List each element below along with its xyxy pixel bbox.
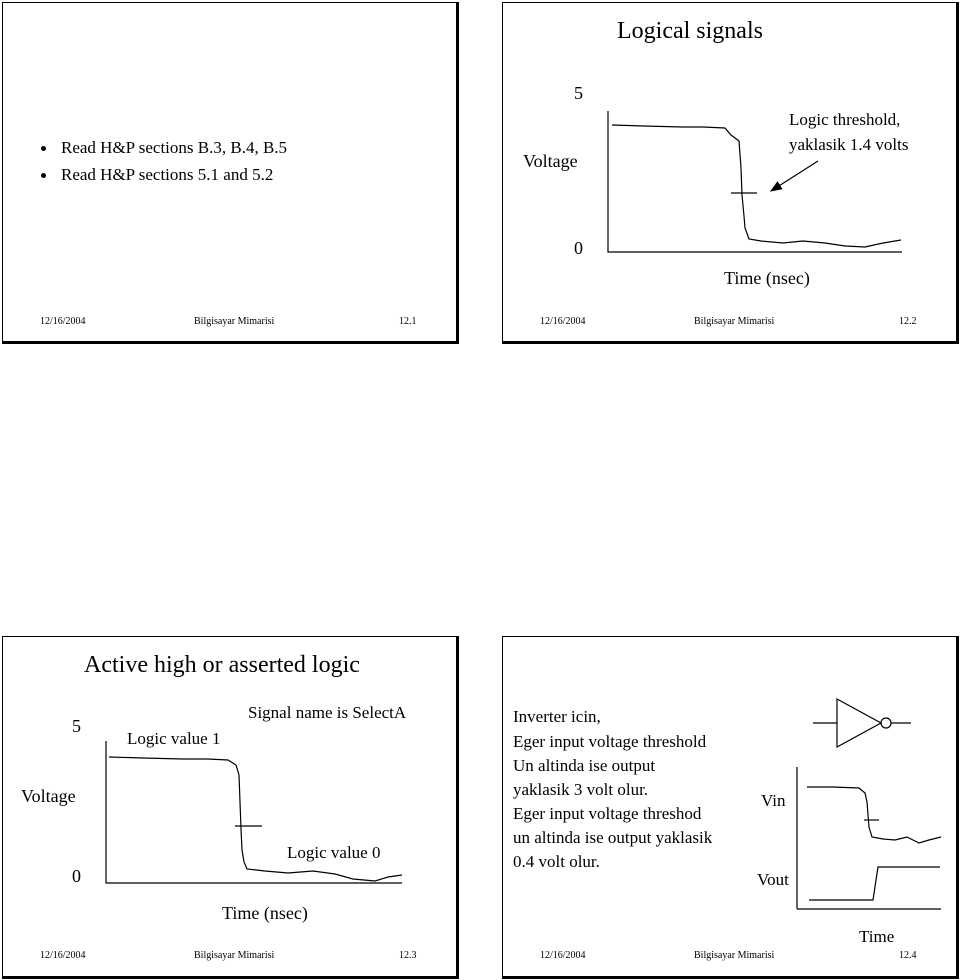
slide-number: 12.2 bbox=[899, 316, 917, 327]
bullet-list bbox=[41, 137, 287, 191]
slide-number: 12.4 bbox=[899, 950, 917, 961]
footer-date: 12/16/2004 bbox=[540, 316, 586, 327]
y-axis-max-label: 5 bbox=[574, 83, 583, 103]
vout-label: Vout bbox=[757, 870, 789, 889]
inverter-diagram bbox=[503, 637, 960, 980]
text-line: Eger input voltage threshold bbox=[513, 732, 707, 751]
y-axis-label: Voltage bbox=[523, 151, 578, 171]
logic-value-0-label: Logic value 0 bbox=[287, 843, 381, 862]
bullet-dot-icon bbox=[41, 146, 46, 151]
text-line: Inverter icin, bbox=[513, 707, 601, 726]
y-axis-label: Voltage bbox=[21, 786, 76, 806]
logic-value-1-label: Logic value 1 bbox=[127, 729, 221, 748]
signal-waveform bbox=[3, 637, 460, 980]
signal-waveform bbox=[503, 3, 960, 345]
waveform-line bbox=[612, 125, 901, 247]
text-line: 0.4 volt olur. bbox=[513, 852, 600, 871]
axes bbox=[106, 741, 402, 883]
slide-number: 12.1 bbox=[399, 316, 417, 327]
x-axis-label: Time (nsec) bbox=[724, 268, 810, 288]
text-line: Eger input voltage threshod bbox=[513, 804, 702, 823]
slide-12-2 bbox=[502, 2, 959, 344]
axes bbox=[608, 111, 902, 252]
text-line: yaklasik 3 volt olur. bbox=[513, 780, 649, 799]
slide-12-1 bbox=[2, 2, 459, 344]
footer-date: 12/16/2004 bbox=[40, 316, 86, 327]
y-axis-max-label: 5 bbox=[72, 716, 81, 736]
slide-number: 12.3 bbox=[399, 950, 417, 961]
y-axis-min-label: 0 bbox=[72, 866, 81, 886]
slide-title: Logical signals bbox=[617, 18, 763, 44]
time-label: Time bbox=[859, 927, 895, 946]
slide-12-4 bbox=[502, 636, 959, 979]
signal-name-label: Signal name is SelectA bbox=[248, 703, 407, 722]
y-axis-min-label: 0 bbox=[574, 238, 583, 258]
footer-course: Bilgisayar Mimarisi bbox=[694, 950, 775, 961]
bullet-item: Read H&P sections B.3, B.4, B.5 bbox=[41, 137, 287, 164]
slide-title: Active high or asserted logic bbox=[84, 652, 360, 678]
vin-label: Vin bbox=[761, 791, 786, 810]
timing-axes bbox=[797, 767, 941, 909]
inverter-gate-icon bbox=[813, 699, 911, 747]
footer-course: Bilgisayar Mimarisi bbox=[194, 950, 275, 961]
text-line: Un altinda ise output bbox=[513, 756, 656, 775]
x-axis-label: Time (nsec) bbox=[222, 903, 308, 923]
vin-waveform bbox=[807, 787, 941, 843]
threshold-annotation-line2: yaklasik 1.4 volts bbox=[789, 135, 909, 154]
bullet-dot-icon bbox=[41, 173, 46, 178]
bullet-item: Read H&P sections 5.1 and 5.2 bbox=[41, 164, 287, 191]
threshold-annotation-line1: Logic threshold, bbox=[789, 110, 901, 129]
footer-date: 12/16/2004 bbox=[540, 950, 586, 961]
footer-course: Bilgisayar Mimarisi bbox=[194, 316, 275, 327]
waveform-line bbox=[109, 757, 402, 881]
text-line: un altinda ise output yaklasik bbox=[513, 828, 713, 847]
vout-waveform bbox=[809, 867, 940, 900]
footer-date: 12/16/2004 bbox=[40, 950, 86, 961]
threshold-arrow bbox=[771, 161, 818, 191]
slide-12-3 bbox=[2, 636, 459, 979]
footer-course: Bilgisayar Mimarisi bbox=[694, 316, 775, 327]
